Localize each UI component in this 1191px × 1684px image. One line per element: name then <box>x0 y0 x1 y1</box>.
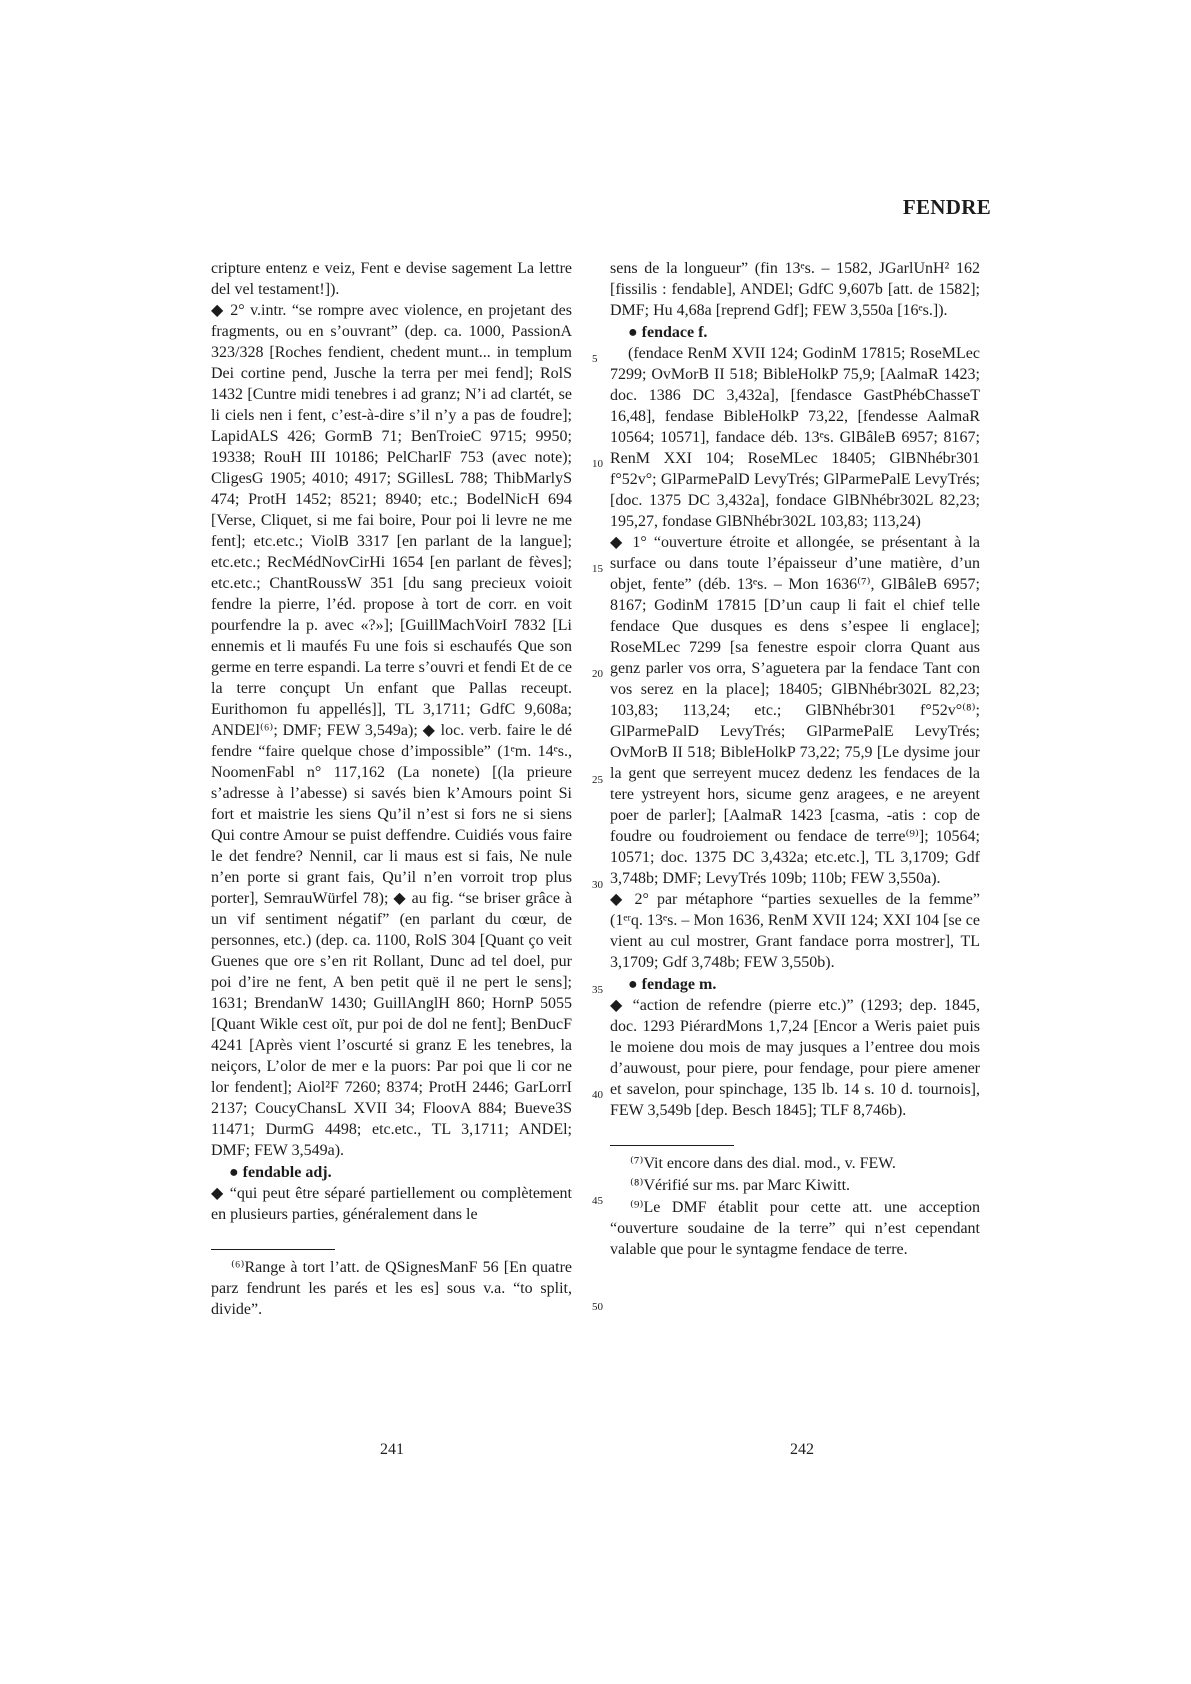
entry-heading-fendage: ● fendage m. <box>628 976 717 993</box>
paragraph: ◆ 2° v.intr. “se rompre avec violence, en projetant des fragments, ou en s’ouvrant” (dep. ca. 1000, PassionA 323/328 [Roches fendient, chedent munt... in templum Dei cortine pend, Jusche la terra per mei fend]; RolS 1432 [Cuntre midi tenebres i ad granz; N’i ad clartét, se li ciels nen i fent, c’est-à-dire s’il n’y a pas de foudre]; LapidALS 426; GormB 71; BenTroieC 9715; 9950; 19338; RouH III 10186; PelCharlF 753 (avec note); CligesG 1905; 4010; 4917; SGillesL 788; ThibMarlyS 474; ProtH 1452; 8521; 8940; etc.; BodelNicH 694 [Verse, Cliquet, si me fai boire, Pour poi li levre ne me fent]; etc.etc.; ViolB 3317 [en parlant de la langue]; etc.etc.; RecMédNovCirHi 1654 [en parlant de fèves]; etc.etc.; ChantRoussW 351 [du sang precieux voioit fendre la pierre, l’éd. propose à tort de corr. en voit pourfendre la p. avec «?»]; [GuillMachVoirI 7832 [Li ennemis et li maufés Fu une fois si eschaufés Que son germe en terre espandi. La terre s’ouvri et fendi Et de ce la terre conçupt Un enfant que Pallas receupt. Eurithomon fu appellés]], TL 3,1711; GdfC 9,608a; ANDEl⁽⁶⁾; DMF; FEW 3,549a); ◆ loc. verb. faire le dé fendre “faire quelque chose d’impossible” (1ᵉm. 14ᵉs., NoomenFabl n° 117,162 (La nonete) [(la prieure s’adresse à l’abesse) si savés bien k’Amours point Si fort et maistrie les siens Qu’il n’est si fors ne si siens Qui contre Amour se puist deffendre. Cuidiés vous faire le det fendre? Nennil, car li maus est si fais, Ne nule n’en porte si grant fais, Qu’il n’en vorroit trop plus porter], SemrauWürfel 78); ◆ au fig. “se briser grâce à un vif sentiment négatif” (en parlant du cœur, de personnes, etc.) (dep. ca. 1100, RolS 304 [Quant ço veit Guenes que ore s’en rit Rollant, Dunc ad tel doel, pur poi d’ire ne fent, A ben petit quë il ne pert le sens]; 1631; BrendanW 1430; GuillAnglH 860; HornP 5055 [Quant Wikle cest oït, pur poi de dol ne fent]; BenDucF 4241 [Après vient l’oscurté si granz E les tenebres, la neiçors, L’olor de mer e la puors: Par poi que li cor ne lor fendent]; Aiol²F 7260; 8374; ProtH 2446; GarLorrI 2137; CoucyChansL XVII 34; FloovA 884; Bueve3S 11471; DurmG 4498; etc.etc., TL 3,1711; ANDEl; DMF; FEW 3,549a). <box>211 302 572 1159</box>
paragraph: cripture entenz e veiz, Fent e devise sagement La lettre del vel testament!]). <box>211 260 572 298</box>
footnotes-left <box>211 1257 572 1320</box>
line-number: 20 <box>592 668 603 680</box>
forms-paragraph: (fendace RenM XVII 124; GodinM 17815; RoseMLec 7299; OvMorB II 518; BibleHolkP 75,9; [AalmaR 1423; doc. 1386 DC 3,432a], [fendasce GastPhébChasseT 16,48], fendase BibleHolkP 73,22, [fendesse AalmaR 10564; 10571], fandace déb. 13ᵉs. GlBâleB 6957; 8167; RenM XXI 104; RoseMLec 18405; GlBNhébr301 f°52v°; GlParmePalD LevyTrés; GlParmePalE LevyTrés; [doc. 1375 DC 3,432a], fondace GlBNhébr302L 82,23; 195,27, fondase GlBNhébr302L 103,83; 113,24) <box>610 345 980 530</box>
footnote: ⁽⁶⁾Range à tort l’att. de QSignesManF 56 [En quatre parz fendrunt les parés et les es] sous v.a. “to split, divide”. <box>211 1259 572 1318</box>
footnote: ⁽⁹⁾Le DMF établit pour cette att. une acception “ouverture soudaine de la terre” qui n’est cependant valable que pour le syntagme fendace de terre. <box>610 1199 980 1258</box>
line-number: 25 <box>592 774 603 786</box>
paragraph: sens de la longueur” (fin 13ᵉs. – 1582, JGarlUnH² 162 [fissilis : fendable], ANDEl; GdfC 9,607b [att. de 1582]; DMF; Hu 4,68a [reprend Gdf]; FEW 3,550a [16ᵉs.]). <box>610 260 980 319</box>
line-number: 35 <box>592 984 603 996</box>
paragraph: ◆ “action de refendre (pierre etc.)” (1293; dep. 1845, doc. 1293 PiérardMons 1,7,24 [Encor a Weris paiet puis le moiene dou mois de may jusques a l’entree dou mois d’auwoust, pour piere, pour fendage, pour piere amener et savelon, pour spinchage, 135 lb. 14 s. 10 d. tournois], FEW 3,549b [dep. Besch 1845]; TLF 8,746b). <box>610 997 980 1119</box>
footnotes-right <box>610 1153 980 1260</box>
paragraph: ◆ 1° “ouverture étroite et allongée, se présentant à la surface ou dans toute l’épaisseur d’une matière, d’un objet, fente” (déb. 13ᵉs. – Mon 1636⁽⁷⁾, GlBâleB 6957; 8167; GodinM 17815 [D’un caup li fait el chief telle fendace Que dusques es dens s’espee li englace]; RoseMLec 7299 [sa fenestre espoir clorra Quant aus genz parler vos orra, S’aguetera par la fendace Tant con vos serez en la place]; 18405; GlBNhébr302L 82,23; 103,83; 113,24; etc.; GlBNhébr301 f°52v°⁽⁸⁾; GlParmePalD LevyTrés; GlParmePalE LevyTrés; OvMorB II 518; BibleHolkP 73,22; 75,9 [Le dysime jour la gent que serreyent mucez dedenz les fendaces de la tere ystreyent hors, sicume genz aragees, e ne areyent poer de parler]; [AalmaR 1423 [casma, -atis : cop de foudre ou foudroiement ou fendace de terre⁽⁹⁾]; 10564; 10571; doc. 1375 DC 3,432a; etc.etc.], TL 3,1709; Gdf 3,748b; DMF; LevyTrés 109b; 110b; FEW 3,550a). <box>610 534 980 887</box>
left-column <box>211 258 572 1321</box>
line-number: 40 <box>592 1089 603 1101</box>
line-number: 45 <box>592 1195 603 1207</box>
entry-heading-fendace: ● fendace f. <box>628 324 708 341</box>
footnote-separator <box>211 1249 335 1250</box>
running-head: FENDRE <box>902 195 991 219</box>
page-number-left: 241 <box>380 1441 404 1458</box>
line-number: 30 <box>592 879 603 891</box>
line-number: 5 <box>592 353 598 365</box>
footnote: ⁽⁸⁾Vérifié sur ms. par Marc Kiwitt. <box>630 1177 851 1194</box>
footnote-separator <box>610 1145 734 1146</box>
line-number: 50 <box>592 1301 603 1313</box>
paragraph: ◆ “qui peut être séparé partiellement ou complètement en plusieurs parties, généralement dans le <box>211 1185 572 1223</box>
footnote: ⁽⁷⁾Vit encore dans des dial. mod., v. FEW. <box>630 1155 896 1172</box>
line-number: 15 <box>592 563 603 575</box>
right-column <box>610 258 980 1261</box>
entry-heading-fendable: ● fendable adj. <box>229 1164 332 1181</box>
paragraph: ◆ 2° par métaphore “parties sexuelles de la femme” (1ᵉʳq. 13ᵉs. – Mon 1636, RenM XVII 124; XXI 104 [se ce vient au cul mostrer, Grant fandace porra mostrer], TL 3,1709; Gdf 3,748b; FEW 3,550b). <box>610 891 980 971</box>
line-number: 10 <box>592 458 603 470</box>
page-number-right: 242 <box>790 1441 814 1458</box>
